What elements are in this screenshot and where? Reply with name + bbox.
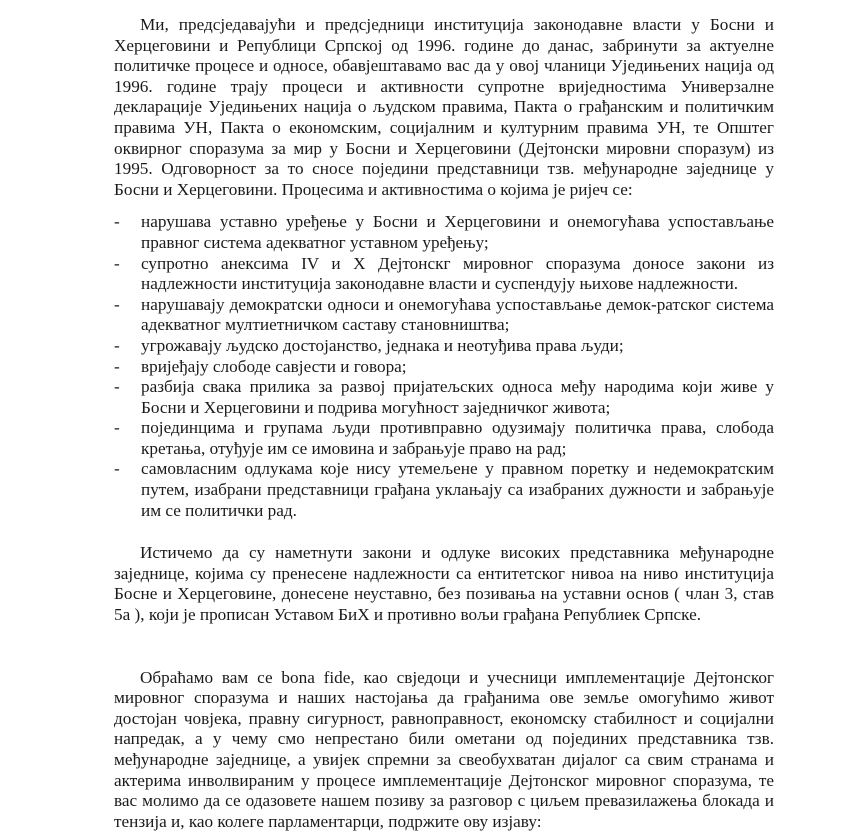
list-item-text: вријеђају слободе савјести и говора; — [141, 356, 407, 376]
list-item-text: нарушава уставно уређење у Босни и Херцеговини и онемогућава успостављање правног система адекватног уставном уређењу; — [141, 212, 774, 252]
list-item — [114, 336, 774, 357]
document-body — [114, 15, 774, 832]
intro-paragraph: Ми, предсједавајући и предсједници институција законодавне власти у Босни и Херцеговини и Републици Српској од 1996. године до данас, забринути за актуелне политичке процесе и односе, обавјештавамо вас да у овој чланици Уједињених нација од 1996. године трају процеси и активности супротне вриједностима Универзалне декларације Уједињених нација о људском правима, Пакта о грађанским и политичким правима УН, Пакта о економским, социјалним и културним правима УН, те Општег оквирног споразума за мир у Босни и Херцеговини (Дејтонски мировни споразум) из 1995. Одговорност за то сносе поједини представници тзв. међународне заједнице у Босни и Херцеговини. Процесима и активностима о којима је ријеч се: — [114, 15, 774, 199]
concerns-list — [114, 212, 774, 521]
bullet-dash: - — [114, 294, 120, 314]
list-item — [114, 459, 774, 521]
list-item-text: самовласним одлукама које нису утемељене у правном поретку и недемократским путем, изабрани представници грађана уклањају са изабраних дужности и забрањује им се политички рад. — [141, 459, 774, 520]
bullet-dash: - — [114, 212, 120, 232]
bullet-dash: - — [114, 377, 120, 397]
list-item-text: појединцима и групама људи противправно одузимају политичка права, слобода кретања, отуђује им се имовина и забрањује право на рад; — [141, 418, 774, 458]
list-item — [114, 377, 774, 418]
second-paragraph: Истичемо да су наметнути закони и одлуке високих представника међународне заједнице, којима су пренесене надлежности са ентитетског нивоа на ниво институција Босне и Херцеговине, донесене неуставно, без позивања на уставни основ ( члан 3, став 5а ), који је прописан Уставом БиХ и противно вољи грађана Републиек Српске. — [114, 543, 774, 625]
list-item — [114, 212, 774, 253]
list-item-text: угрожавају људско достојанство, једнака и неотуђива права људи; — [141, 335, 624, 355]
list-item-text: нарушавају демократски односи и онемогућава успостављање демок-ратског система адекватног мултиетничком саставу становништва; — [141, 294, 774, 335]
list-item — [114, 357, 774, 378]
bullet-dash: - — [114, 356, 120, 376]
list-item — [114, 418, 774, 459]
list-item-text: разбија свака прилика за развој пријатељских односа међу народима који живе у Босни и Херцеговини и подрива могућност заједничког живота; — [141, 377, 774, 417]
bullet-dash: - — [114, 418, 120, 438]
third-paragraph: Обраћамо вам се bona fide, као свједоци и учесници имплементације Дејтонског мировног споразума и наших настојања да грађанима ове земље омогућимо живот достојан човјека, правну сигурност, равноправност, економску стабилност и социјални напредак, а у чему смо непрестано били ометани од појединих представника тзв. међународне заједнице, а увијек спремни за свеобухватан дијалог са свим странама и актерима инволвираним у процесе имплементације Дејтонског мировног споразума, те вас молимо да се одазовете нашем позиву за разговор с циљем превазилажења блокада и тензија и, као колеге парламентарци, подржите ову изјаву: — [114, 667, 774, 831]
bullet-dash: - — [114, 335, 120, 355]
spacer — [114, 200, 774, 212]
list-item — [114, 254, 774, 295]
spacer — [114, 626, 774, 668]
bullet-dash: - — [114, 253, 120, 273]
spacer — [114, 521, 774, 543]
list-item — [114, 295, 774, 336]
list-item-text: супротно анексима IV и X Дејтонскг мировног споразума доносе закони из надлежности институција законодавне власти и суспендују њихове надлежности. — [141, 253, 774, 294]
bullet-dash: - — [114, 459, 120, 479]
